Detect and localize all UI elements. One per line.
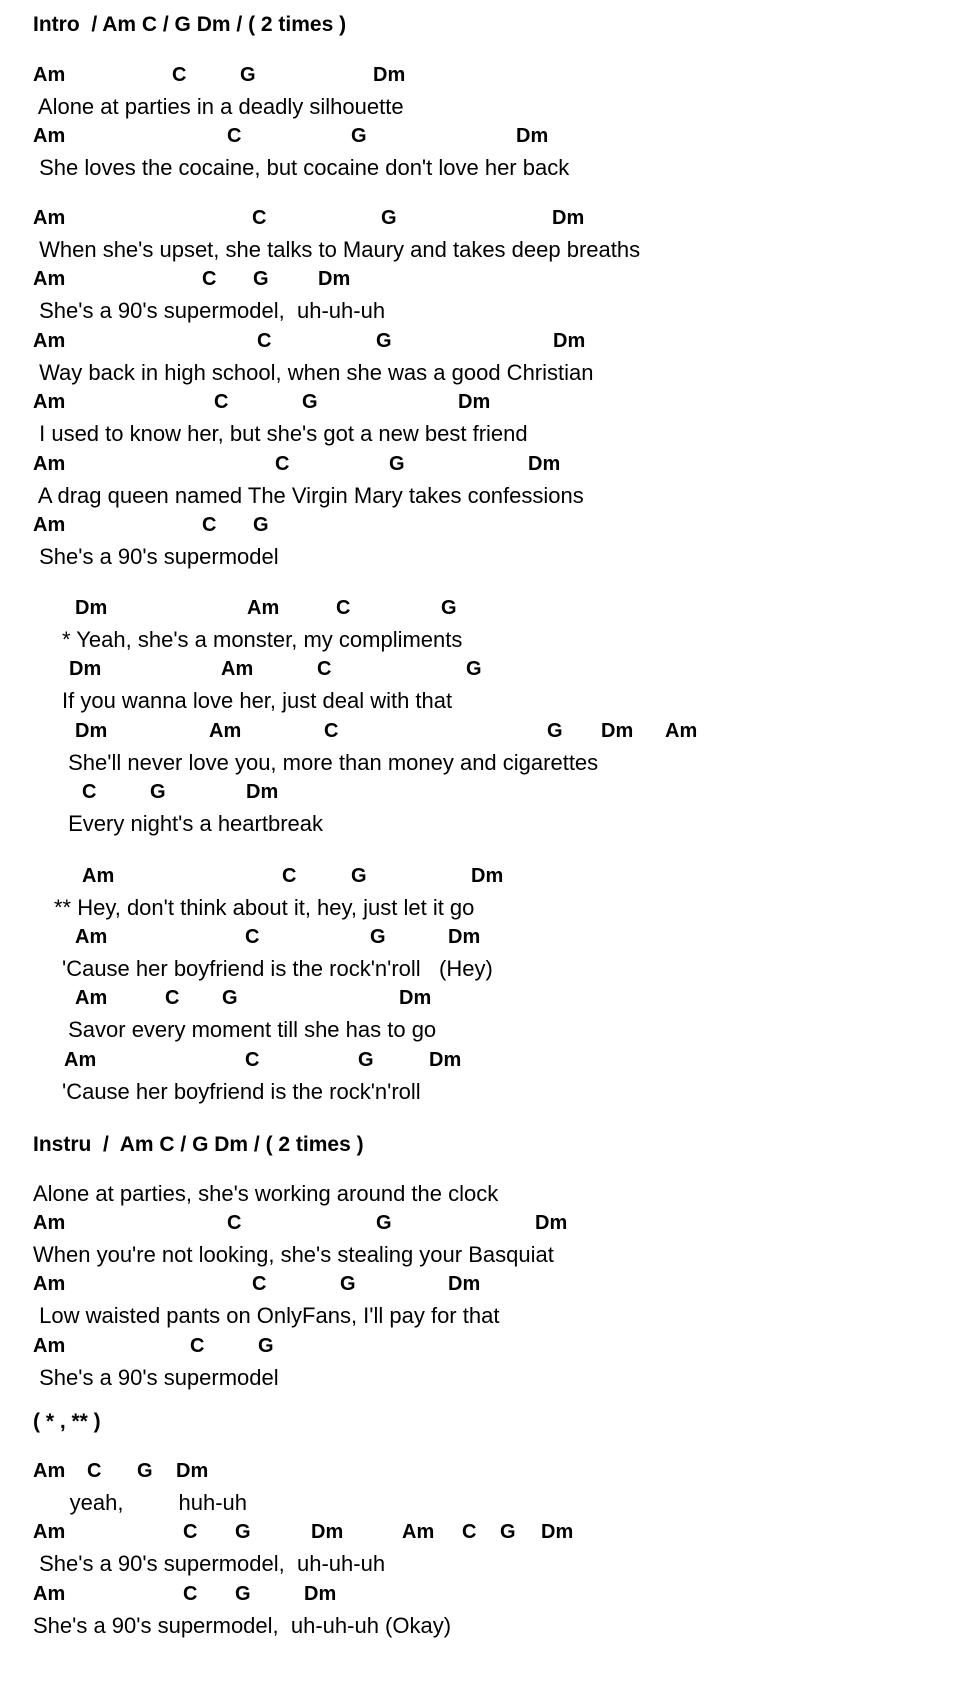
chord: G [351,865,367,887]
chord: G [381,207,397,229]
lyric-line: When she's upset, she talks to Maury and takes deep breaths [33,237,641,262]
intro-header: Intro / Am C / G Dm / ( 2 times ) [33,13,347,36]
chord: Am [33,330,66,352]
lyric-line: When you're not looking, she's stealing your Basquiat [33,1242,554,1267]
chord: G [500,1521,516,1543]
repeat-marker: ( * , ** ) [33,1410,101,1433]
chord: C [245,1049,260,1071]
chord: Am [33,391,66,413]
chord: G [547,720,563,742]
chord: G [240,64,256,86]
lyric-line: Savor every moment till she has to go [62,1017,437,1042]
lyric-line: She's a 90's supermodel, uh-uh-uh [33,298,386,323]
chord: G [253,268,269,290]
chord: G [258,1335,274,1357]
chord: Dm [601,720,634,742]
chord: Am [221,658,254,680]
lyric-line: 'Cause her boyfriend is the rock'n'roll [62,1079,421,1104]
chord: Dm [553,330,586,352]
lyric-line: I used to know her, but she's got a new best friend [33,421,528,446]
chord: G [358,1049,374,1071]
lyric-line: * Yeah, she's a monster, my compliments [62,627,463,652]
chord: Dm [373,64,406,86]
chord: G [150,781,166,803]
chord: G [370,926,386,948]
lyric-line: Alone at parties in a deadly silhouette [33,94,404,119]
chord: Dm [75,597,108,619]
chord: G [340,1273,356,1295]
chord: Dm [318,268,351,290]
chord: G [137,1460,153,1482]
chord: Am [33,514,66,536]
lyric-line: 'Cause her boyfriend is the rock'n'roll (Hey) [62,956,493,981]
chord: G [235,1583,251,1605]
chord: Am [33,1212,66,1234]
chord: C [190,1335,205,1357]
lyric-line: She's a 90's supermodel [33,544,279,569]
chord: Am [33,64,66,86]
chord: Dm [535,1212,568,1234]
chord: Dm [516,125,549,147]
lyric-line: ** Hey, don't think about it, hey, just let it go [54,895,475,920]
chord: C [282,865,297,887]
chord: G [376,1212,392,1234]
lyric-line: She'll never love you, more than money and cigarettes [62,750,599,775]
chord: C [462,1521,477,1543]
chord: C [252,207,267,229]
chord: G [222,987,238,1009]
instrumental-header: Instru / Am C / G Dm / ( 2 times ) [33,1133,364,1156]
lyric-line: She loves the cocaine, but cocaine don't love her back [33,155,570,180]
chord: C [165,987,180,1009]
chord: G [302,391,318,413]
chord: Dm [448,926,481,948]
chord: Dm [69,658,102,680]
lyric-line: Every night's a heartbreak [62,811,324,836]
lyric-line: Low waisted pants on OnlyFans, I'll pay for that [33,1303,500,1328]
chord: Am [33,207,66,229]
lyric-line: She's a 90's supermodel [33,1365,279,1390]
chord: Dm [304,1583,337,1605]
lyric-line: A drag queen named The Virgin Mary takes confessions [33,483,584,508]
chord: G [441,597,457,619]
chord: Dm [528,453,561,475]
chord: Am [33,1273,66,1295]
chord: Dm [552,207,585,229]
chord: C [172,64,187,86]
chord: C [183,1521,198,1543]
chord: C [245,926,260,948]
lyric-line: She's a 90's supermodel, uh-uh-uh (Okay) [33,1613,452,1638]
chord: Dm [399,987,432,1009]
chord: C [257,330,272,352]
chord: Am [247,597,280,619]
chord: C [336,597,351,619]
chord: Am [33,1335,66,1357]
lyric-line: yeah, huh-uh [33,1490,248,1515]
chord: C [202,268,217,290]
chord: Am [209,720,242,742]
chord: Am [64,1049,97,1071]
lyric-line: Way back in high school, when she was a good Christian [33,360,594,385]
chord: Am [33,125,66,147]
chord: Dm [311,1521,344,1543]
lyric-line: She's a 90's supermodel, uh-uh-uh [33,1551,386,1576]
chord: Am [402,1521,435,1543]
chord: C [275,453,290,475]
chord: G [351,125,367,147]
chord: Dm [75,720,108,742]
chord: Dm [458,391,491,413]
chord: C [183,1583,198,1605]
chord: Am [82,865,115,887]
chord: Am [75,987,108,1009]
lyric-line: If you wanna love her, just deal with that [62,688,453,713]
chord: C [202,514,217,536]
chord: G [466,658,482,680]
chord: G [376,330,392,352]
chord: C [252,1273,267,1295]
chord: Am [33,268,66,290]
chord: Dm [246,781,279,803]
chord: C [227,125,242,147]
chord: Am [33,1460,66,1482]
chord: Am [33,1583,66,1605]
chord: C [82,781,97,803]
chord: C [324,720,339,742]
chord: Am [33,453,66,475]
chord: Dm [429,1049,462,1071]
chord: Am [75,926,108,948]
chord: Dm [448,1273,481,1295]
chord: Am [33,1521,66,1543]
chord: C [87,1460,102,1482]
chord: Dm [176,1460,209,1482]
chord: Dm [471,865,504,887]
lyric-line: Alone at parties, she's working around the clock [33,1181,499,1206]
chord: Am [665,720,698,742]
chord: G [389,453,405,475]
chord: Dm [541,1521,574,1543]
chord: C [227,1212,242,1234]
chord: C [317,658,332,680]
chord: C [214,391,229,413]
chord: G [253,514,269,536]
chord: G [235,1521,251,1543]
